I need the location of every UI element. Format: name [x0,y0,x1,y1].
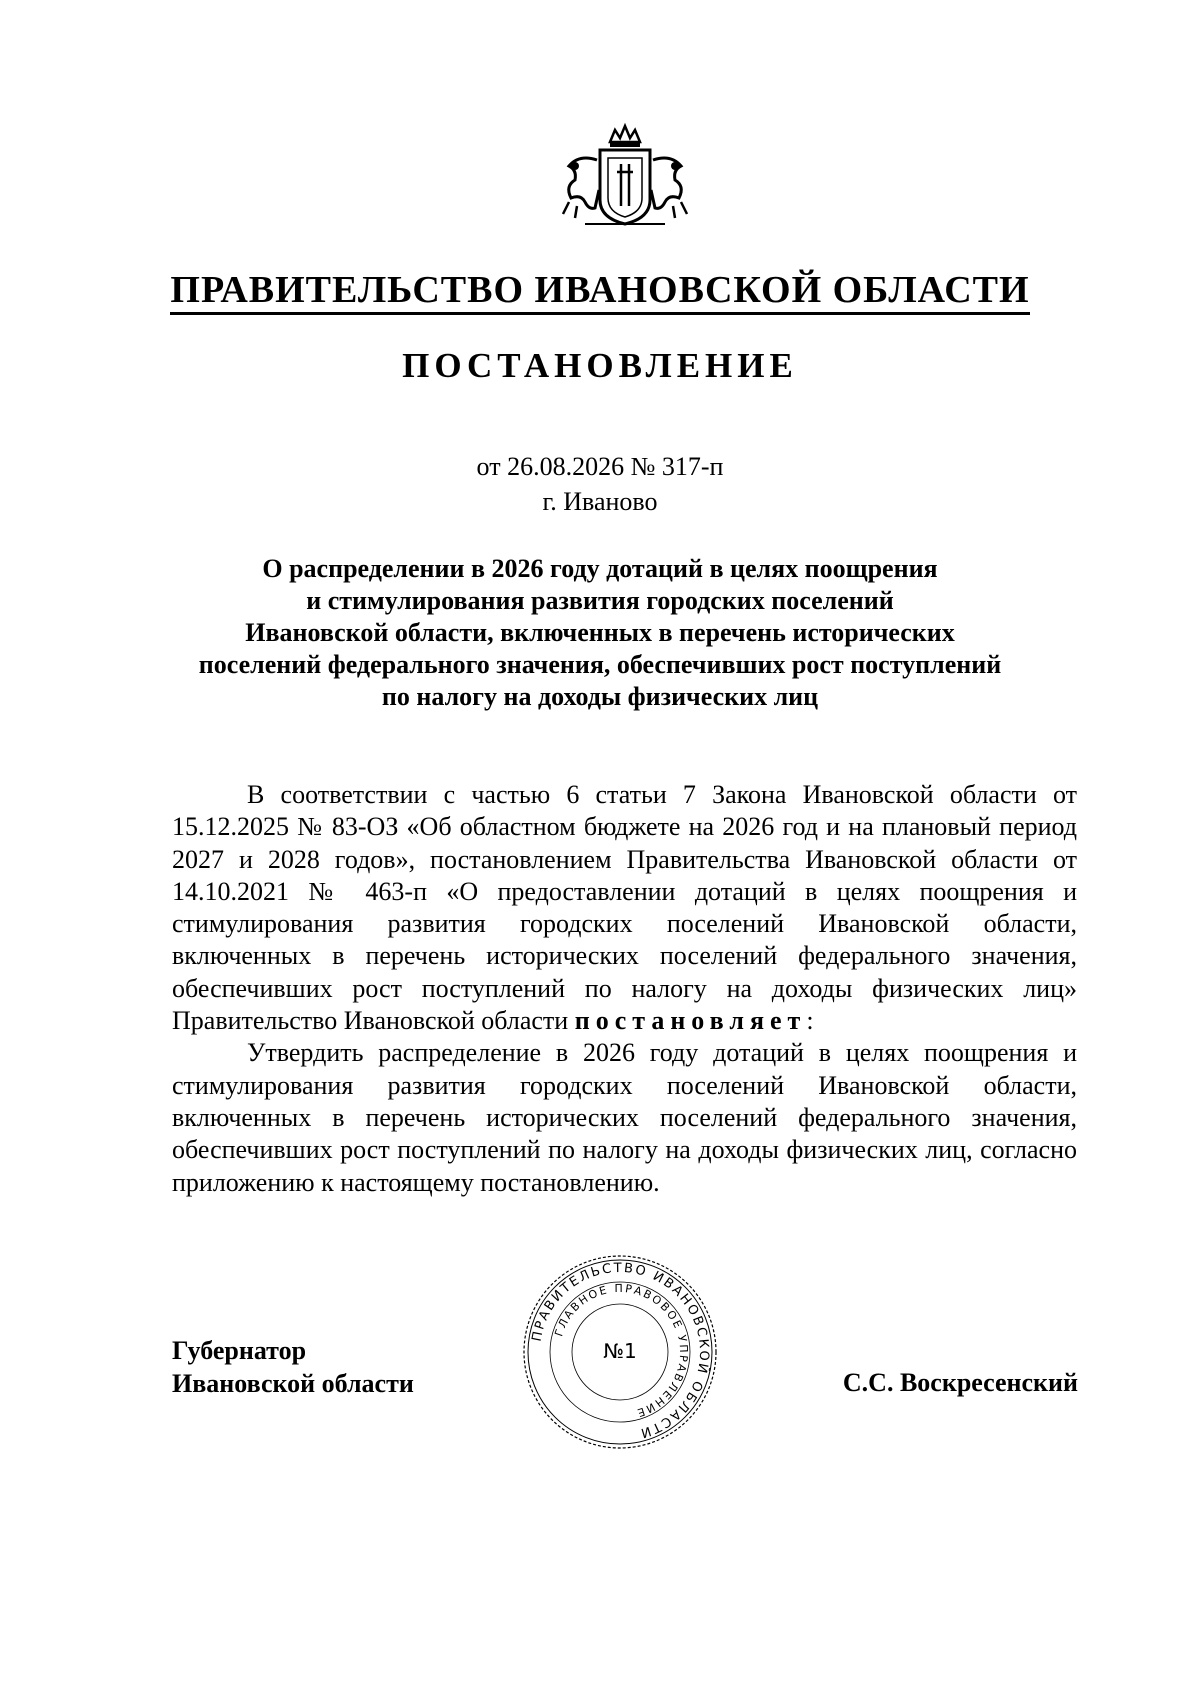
document-city: г. Иваново [542,487,658,516]
decree-colon: : [806,1006,814,1036]
body-paragraph-resolution: Утвердить распределение в 2026 году дотаций в целях поощрения и стимулирования развития городских поселений Ивановской области, включенных в перечень исторических поселений федерального значения, обеспечивших рост поступлений по налогу на доходы физических лиц, согласно приложению к настоящему постановлению. [172,1038,1077,1197]
subject-line: Ивановской области, включенных в перечень исторических [245,618,955,647]
subject-line: и стимулирования развития городских поселений [306,586,894,615]
document-subject [170,553,1030,713]
subject-line: поселений федерального значения, обеспечивших рост поступлений [198,650,1002,679]
body-paragraph-preamble [172,779,1077,1037]
coat-of-arms-icon [555,120,695,232]
official-stamp [520,1252,720,1452]
signer-title-line: Губернатор [172,1336,307,1365]
signer-title-line: Ивановской области [172,1369,414,1398]
document-date-number: от 26.08.2026 № 317-п [476,452,724,481]
preamble-text: В соответствии с частью 6 статьи 7 Закона Ивановской области от 15.12.2025 № 83-ОЗ «Об областном бюджете на 2026 год и на плановый период 2027 и 2028 годов», постановлением Правительства Ивановской области от 14.10.2021 № 463-п «О предоставлении дотаций в целях поощрения и стимулирования развития городских поселений Ивановской области, включенных в перечень исторических поселений федерального значения, обеспечивших рост поступлений по налогу на доходы физических лиц» Правительство Ивановской области [172,780,1077,1036]
organization-title: ПРАВИТЕЛЬСТВО ИВАНОВСКОЙ ОБЛАСТИ [0,268,1200,312]
signer-title [172,1334,414,1400]
stamp-outer-text: ПРАВИТЕЛЬСТВО ИВАНОВСКОЙ ОБЛАСТИ [529,1260,712,1441]
signer-name: С.С. Воскресенский [842,1368,1078,1397]
stamp-number: №1 [603,1339,637,1363]
document-type-heading: ПОСТАНОВЛЕНИЕ [402,346,798,385]
document-body [172,779,1077,1199]
subject-line: О распределении в 2026 году дотаций в целях поощрения [262,554,938,583]
decree-word: постановляет [574,1006,807,1036]
stamp-inner-text: ГЛАВНОЕ ПРАВОВОЕ УПРАВЛЕНИЕ [552,1281,691,1420]
subject-line: по налогу на доходы физических лиц [381,682,819,711]
